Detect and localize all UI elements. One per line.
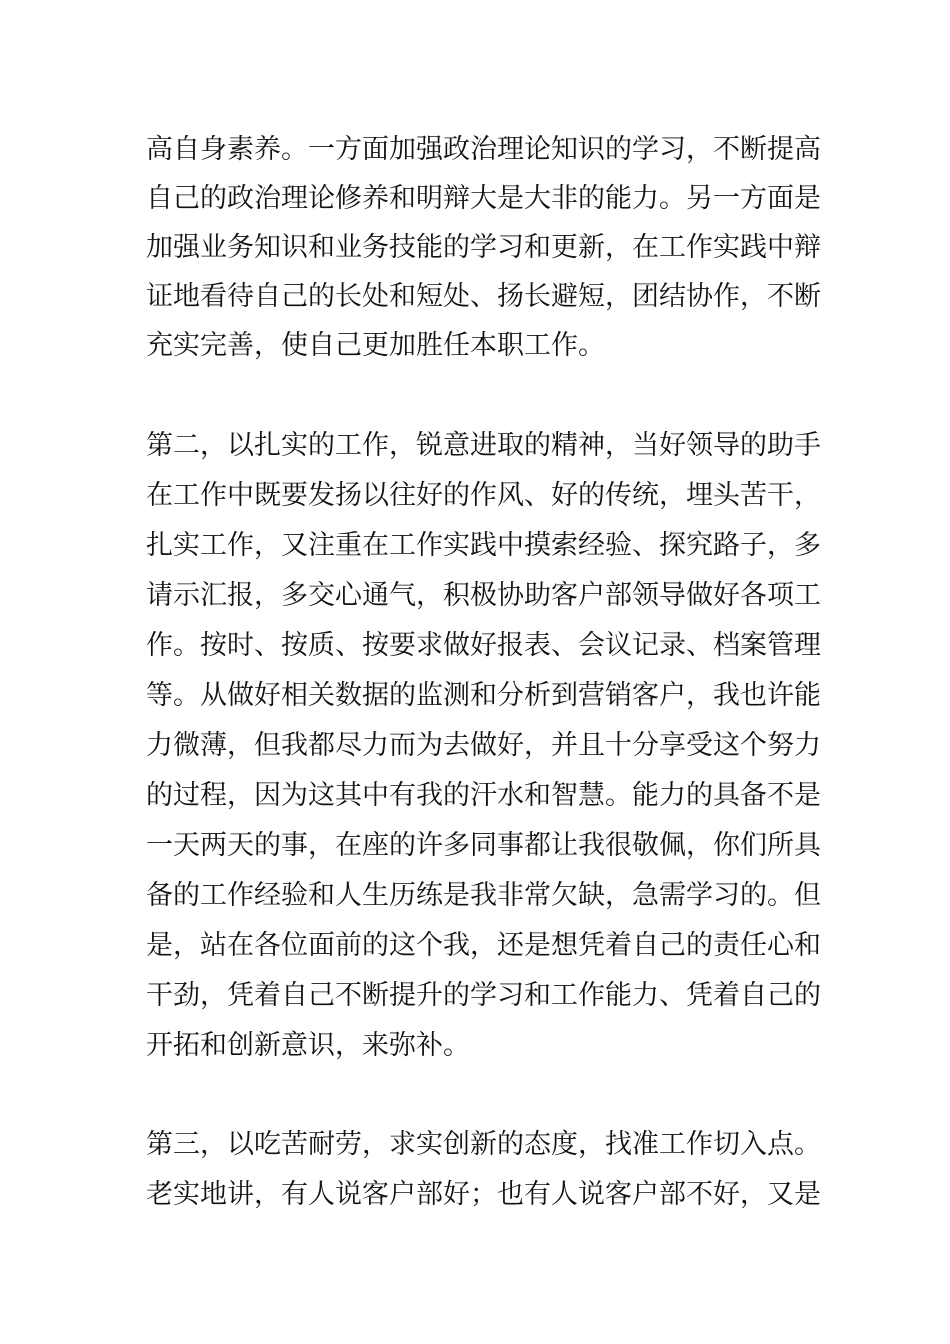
text-line: 第二，以扎实的工作，锐意进取的精神，当好领导的助手 (146, 430, 821, 461)
text-line: 开拓和创新意识，来弥补。 (146, 1030, 470, 1061)
text-line: 作。按时、按质、按要求做好报表、会议记录、档案管理 (146, 630, 821, 661)
text-line: 请示汇报，多交心通气，积极协助客户部领导做好各项工 (146, 580, 821, 611)
text-line: 第三，以吃苦耐劳，求实创新的态度，找准工作切入点。 (146, 1129, 821, 1160)
text-line: 加强业务知识和业务技能的学习和更新，在工作实践中辩 (146, 232, 821, 263)
text-line: 的过程，因为这其中有我的汗水和智慧。能力的具备不是 (146, 780, 821, 811)
text-line: 力微薄，但我都尽力而为去做好，并且十分享受这个努力 (146, 730, 821, 761)
text-line: 在工作中既要发扬以往好的作风、好的传统，埋头苦干， (146, 480, 821, 511)
text-line: 等。从做好相关数据的监测和分析到营销客户，我也许能 (146, 680, 821, 711)
text-line: 高自身素养。一方面加强政治理论知识的学习，不断提高 (146, 134, 821, 165)
text-line: 备的工作经验和人生历练是我非常欠缺，急需学习的。但 (146, 880, 821, 911)
text-line: 一天两天的事，在座的许多同事都让我很敬佩，你们所具 (146, 830, 821, 861)
text-line: 扎实工作，又注重在工作实践中摸索经验、探究路子，多 (146, 530, 821, 561)
text-line: 证地看待自己的长处和短处、扬长避短，团结协作，不断 (146, 281, 821, 312)
text-line: 充实完善，使自己更加胜任本职工作。 (146, 330, 605, 361)
text-line: 是，站在各位面前的这个我，还是想凭着自己的责任心和 (146, 930, 821, 961)
text-line: 自己的政治理论修养和明辩大是大非的能力。另一方面是 (146, 183, 821, 214)
text-line: 干劲，凭着自己不断提升的学习和工作能力、凭着自己的 (146, 980, 821, 1011)
text-line: 老实地讲，有人说客户部好；也有人说客户部不好，又是 (146, 1179, 821, 1210)
